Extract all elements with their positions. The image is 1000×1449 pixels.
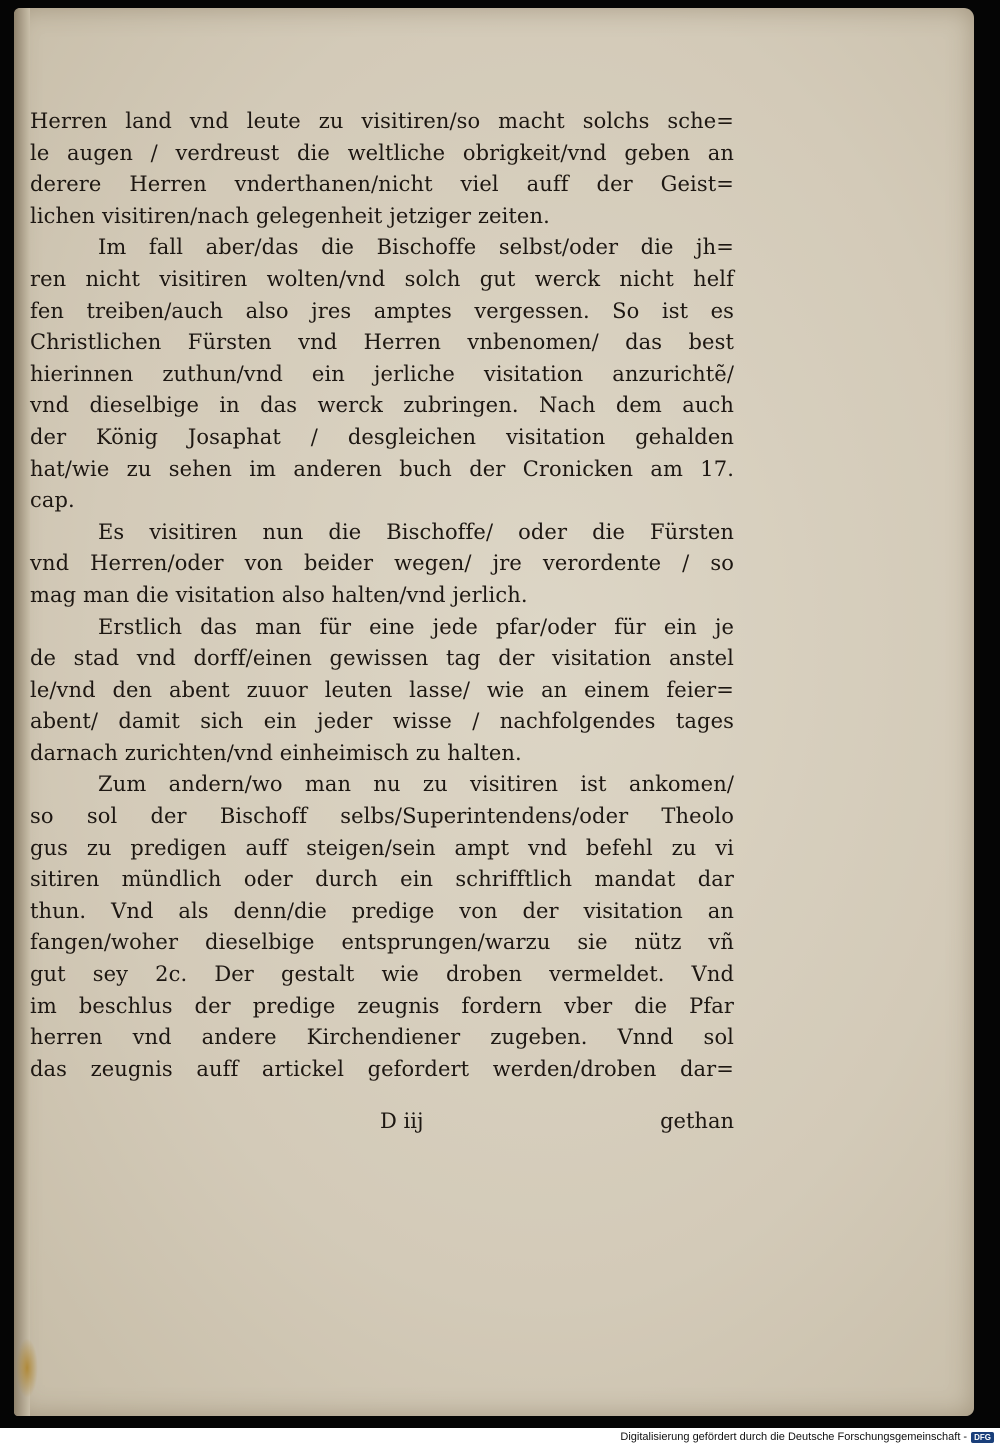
text-line: Zum andern/wo man nu zu visitiren ist ankomen/: [98, 772, 734, 797]
text-line: derere Herren vnderthanen/nicht viel auff der Geist=: [30, 172, 734, 197]
text-line: ren nicht visitiren wolten/vnd solch gut werck nicht helf: [30, 266, 734, 291]
page-footer: [30, 1105, 734, 1137]
text-line: im beschlus der predige zeugnis fordern vber die Pfar: [30, 993, 734, 1018]
text-line: hierinnen zuthun/vnd ein jerliche visitation anzurichtẽ/: [30, 361, 734, 386]
text-line: sitiren mündlich oder durch ein schrifftlich mandat dar: [30, 867, 734, 892]
text-line: vnd dieselbige in das werck zubringen. Nach dem auch: [30, 393, 734, 418]
text-line: gus zu predigen auff steigen/sein ampt vnd befehl zu vi: [30, 835, 734, 860]
text-line: der König Josaphat / desgleichen visitation gehalden: [30, 424, 734, 449]
signature-mark: D iij: [380, 1109, 424, 1133]
text-line: Christlichen Fürsten vnd Herren vnbenomen/ das best: [30, 330, 734, 355]
text-line: das zeugnis auff artickel gefordert werden/droben dar=: [30, 1056, 734, 1081]
text-line: Erstlich das man für eine jede pfar/oder für ein je: [98, 614, 734, 639]
text-line: Es visitiren nun die Bischoffe/ oder die Fürsten: [98, 519, 734, 544]
text-line: fangen/woher dieselbige entsprungen/warzu sie nütz vñ: [30, 930, 734, 955]
dfg-logo-icon: DFG: [971, 1432, 994, 1443]
text-line: gut sey 2c. Der gestalt wie droben vermeldet. Vnd: [30, 962, 734, 987]
text-line: thun. Vnd als denn/die predige von der visitation an: [30, 898, 734, 923]
digitization-credit: [620, 1431, 994, 1443]
text-line: le augen / verdreust die weltliche obrigkeit/vnd geben an: [30, 140, 734, 165]
page-spine-edge: [14, 8, 30, 1416]
text-line: le/vnd den abent zuuor leuten lasse/ wie an einem feier=: [30, 677, 734, 702]
page-text-block: [30, 106, 734, 1085]
book-page: [14, 8, 974, 1416]
text-line: mag man die visitation also halten/vnd jerlich.: [30, 582, 528, 607]
text-line: Im fall aber/das die Bischoffe selbst/oder die jh=: [98, 235, 734, 260]
text-line: vnd Herren/oder von beider wegen/ jre verordente / so: [30, 551, 734, 576]
text-line: de stad vnd dorff/einen gewissen tag der visitation anstel: [30, 646, 734, 671]
text-line: abent/ damit sich ein jeder wisse / nachfolgendes tages: [30, 709, 734, 734]
text-line: cap.: [30, 488, 75, 513]
text-line: fen treiben/auch also jres amptes vergessen. So ist es: [30, 298, 734, 323]
text-line: lichen visitiren/nach gelegenheit jetziger zeiten.: [30, 203, 550, 228]
text-line: hat/wie zu sehen im anderen buch der Cronicken am 17.: [30, 456, 734, 481]
text-line: Herren land vnd leute zu visitiren/so macht solchs sche=: [30, 109, 734, 133]
credit-text: Digitalisierung gefördert durch die Deutsche Forschungsgemeinschaft -: [620, 1431, 968, 1443]
catchword: gethan: [660, 1109, 734, 1133]
text-line: so sol der Bischoff selbs/Superintendens/oder Theolo: [30, 804, 734, 829]
text-line: herren vnd andere Kirchendiener zugeben. Vnnd sol: [30, 1025, 734, 1050]
text-line: darnach zurichten/vnd einheimisch zu halten.: [30, 740, 522, 765]
page-stain: [16, 1338, 38, 1398]
